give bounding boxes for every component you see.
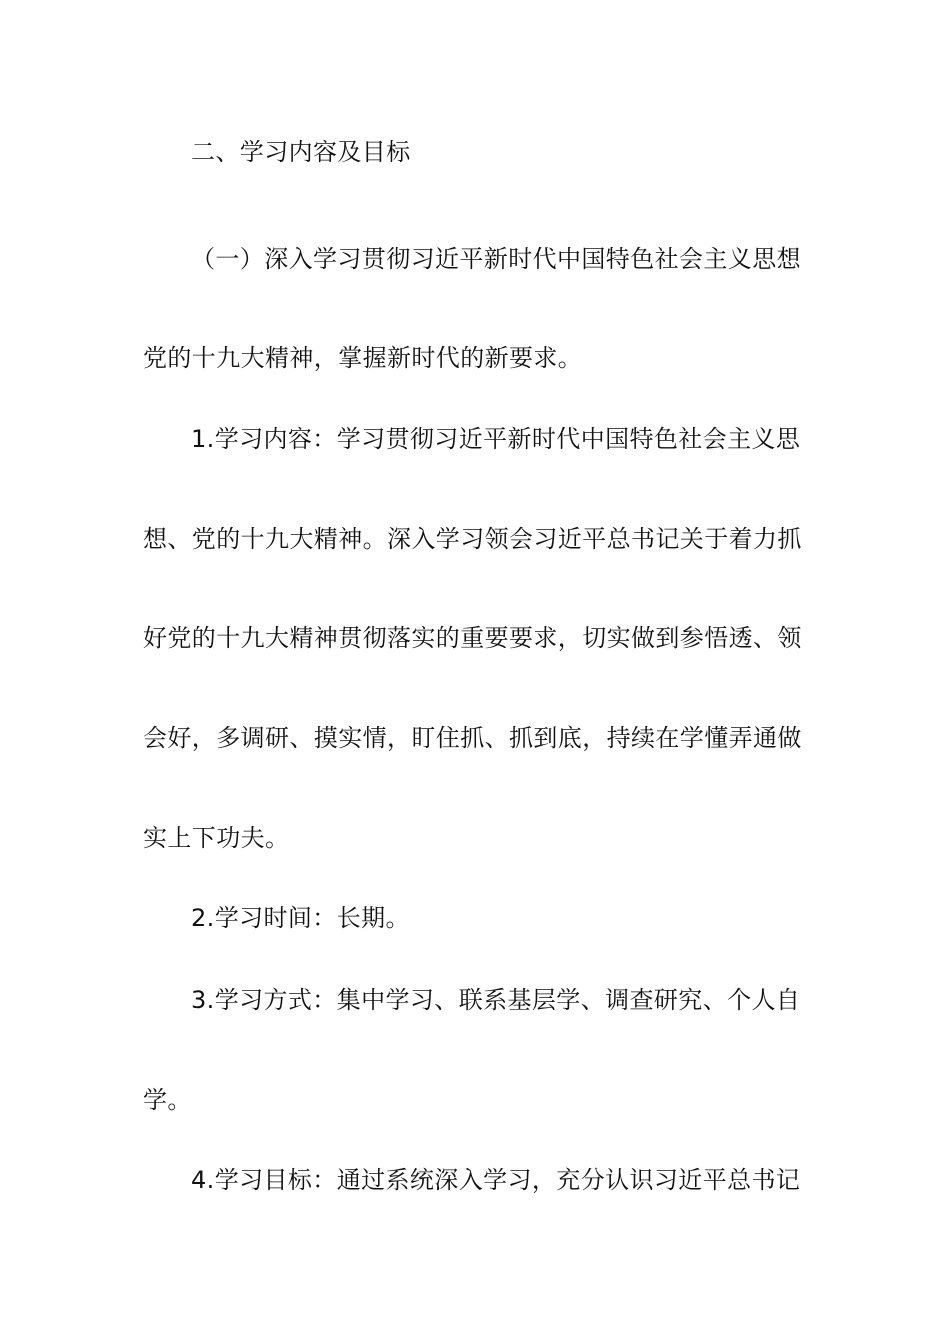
content-item-1-line-5: 实上下功夫。 [143, 824, 290, 852]
content-item-1-line-2: 想、党的十九大精神。深入学习领会习近平总书记关于着力抓 [143, 525, 802, 553]
content-item-4-line-1: 4.学习目标：通过系统深入学习，充分认识习近平总书记 [191, 1166, 801, 1194]
section-heading: 二、学习内容及目标 [191, 138, 411, 166]
subsection-heading-line-2: 党的十九大精神，掌握新时代的新要求。 [143, 344, 583, 372]
content-item-1-line-1: 1.学习内容：学习贯彻习近平新时代中国特色社会主义思 [191, 425, 801, 453]
content-item-1-line-3: 好党的十九大精神贯彻落实的重要要求，切实做到参悟透、领 [143, 624, 802, 652]
content-item-2: 2.学习时间：长期。 [191, 904, 410, 932]
content-item-3-line-2: 学。 [143, 1086, 192, 1114]
subsection-heading-line-1: （一）深入学习贯彻习近平新时代中国特色社会主义思想 [191, 245, 801, 273]
content-item-1-line-4: 会好，多调研、摸实情，盯住抓、抓到底，持续在学懂弄通做 [143, 724, 802, 752]
content-item-3-line-1: 3.学习方式：集中学习、联系基层学、调查研究、个人自 [191, 986, 801, 1014]
